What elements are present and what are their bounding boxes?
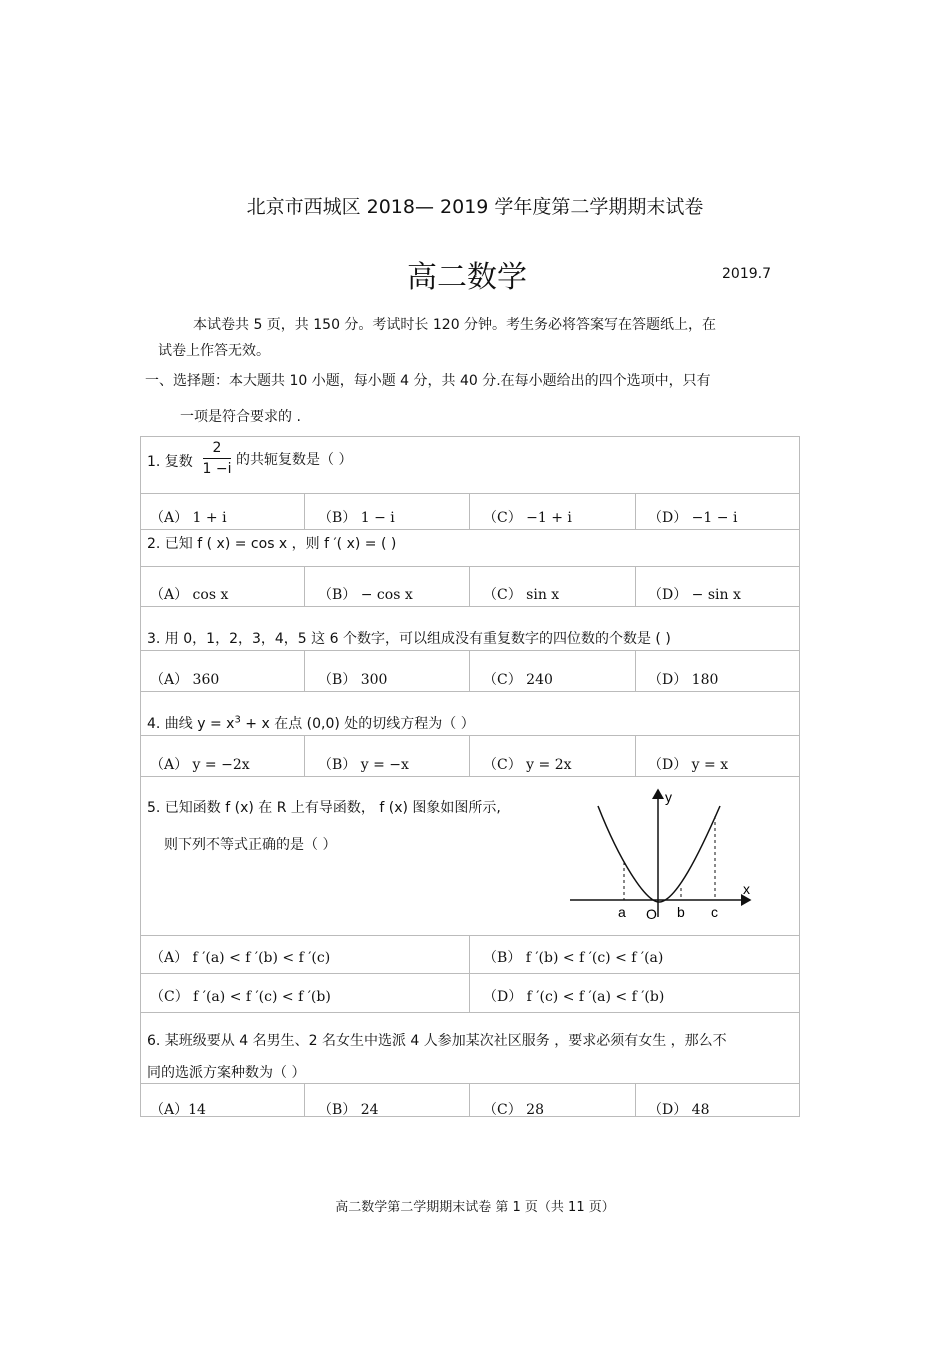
q5-option-a: （A） f ′(a) < f ′(b) < f ′(c) (150, 950, 331, 966)
q4-stem-b: + x 在点 (0,0) 处的切线方程为（ ） (240, 716, 475, 732)
q5-function-graph (560, 782, 760, 930)
q6-option-d: （D） 48 (648, 1102, 710, 1118)
q3-stem: 3. 用 0，1，2，3，4，5 这 6 个数字，可以组成没有重复数字的四位数的个数是 ( ) (147, 631, 671, 647)
q4-exponent: 3 (234, 714, 241, 726)
col-divider (469, 1083, 470, 1117)
col-divider (635, 650, 636, 691)
col-divider (635, 735, 636, 776)
q1-option-d: （D） −1 − i (648, 510, 738, 526)
row-divider (140, 1083, 800, 1084)
q6-option-b: （B） 24 (318, 1102, 379, 1118)
q6-option-c: （C） 28 (483, 1102, 544, 1118)
col-divider (304, 735, 305, 776)
q3-option-c: （C） 240 (483, 672, 553, 688)
col-divider (304, 1083, 305, 1117)
col-divider (469, 493, 470, 529)
row-divider (140, 606, 800, 607)
q1-option-a: （A） 1 + i (150, 510, 227, 526)
q1-fraction (200, 440, 234, 477)
q1-option-b: （B） 1 − i (318, 510, 395, 526)
label-y: y (665, 789, 672, 805)
row-divider (140, 1012, 800, 1013)
label-x: x (743, 881, 750, 897)
q4-option-a: （A） y = −2x (150, 757, 250, 773)
subject-title: 高二数学 (407, 260, 527, 295)
q5-option-b: （B） f ′(b) < f ′(c) < f ′(a) (483, 950, 664, 966)
col-divider (469, 735, 470, 776)
col-divider (469, 935, 470, 1012)
q2-option-c: （C） sin x (483, 587, 560, 603)
col-divider (469, 566, 470, 606)
col-divider (304, 493, 305, 529)
exam-date: 2019.7 (722, 266, 771, 282)
col-divider (635, 493, 636, 529)
q5-stem-line2: 则下列不等式正确的是（ ） (164, 837, 337, 853)
fraction-bar (203, 458, 231, 459)
q3-option-a: （A） 360 (150, 672, 220, 688)
col-divider (304, 566, 305, 606)
section-instructions-2: 一项是符合要求的 . (180, 409, 301, 425)
q1-stem-prefix: 1. 复数 (147, 454, 193, 470)
q4-stem-a: 4. 曲线 y = x (147, 716, 235, 732)
col-divider (635, 566, 636, 606)
q3-option-b: （B） 300 (318, 672, 388, 688)
label-c: c (711, 904, 718, 920)
q6-stem-line1: 6. 某班级要从 4 名男生、2 名女生中选派 4 人参加某次社区服务 ，要求必须有女生 ，那么不 (147, 1033, 727, 1049)
row-divider (140, 776, 800, 777)
q1-frac-den: 1 −i (202, 461, 232, 477)
row-divider (140, 650, 800, 651)
q6-option-a: （A）14 (150, 1102, 206, 1118)
row-divider (140, 973, 800, 974)
row-divider (140, 529, 800, 530)
row-divider (140, 935, 800, 936)
col-divider (635, 1083, 636, 1117)
row-divider (140, 735, 800, 736)
exam-header-title: 北京市西城区 2018— 2019 学年度第二学期期末试卷 (246, 196, 704, 218)
function-curve (598, 806, 720, 902)
q3-option-d: （D） 180 (648, 672, 719, 688)
row-divider (140, 493, 800, 494)
q4-option-d: （D） y = x (648, 757, 729, 773)
row-divider (140, 566, 800, 567)
q2-option-a: （A） cos x (150, 587, 229, 603)
q4-option-c: （C） y = 2x (483, 757, 572, 773)
label-b: b (677, 904, 685, 920)
q6-stem-line2: 同的选派方案种数为（ ） (147, 1065, 306, 1081)
q5-option-d: （D） f ′(c) < f ′(a) < f ′(b) (483, 989, 665, 1005)
q2-option-b: （B） − cos x (318, 587, 413, 603)
col-divider (304, 650, 305, 691)
section-instructions-1: 一、选择题：本大题共 10 小题，每小题 4 分，共 40 分.在每小题给出的四个选项中，只有 (145, 373, 711, 389)
q4-option-b: （B） y = −x (318, 757, 409, 773)
label-a: a (618, 904, 626, 920)
q5-stem-line1: 5. 已知函数 f (x) 在 R 上有导函数， f (x) 图象如图所示, (147, 800, 501, 816)
q2-option-d: （D） − sin x (648, 587, 741, 603)
q1-frac-num: 2 (212, 440, 222, 456)
q1-stem-suffix: 的共轭复数是（ ） (236, 452, 353, 468)
q2-stem: 2. 已知 f ( x) = cos x ，则 f ′( x) = ( ) (147, 536, 397, 552)
intro-line-2: 试卷上作答无效。 (158, 343, 270, 359)
q5-option-c: （C） f ′(a) < f ′(c) < f ′(b) (150, 989, 331, 1005)
page-footer: 高二数学第二学期期末试卷 第 1 页（共 11 页） (335, 1200, 615, 1215)
intro-line-1: 本试卷共 5 页，共 150 分。考试时长 120 分钟。考生务必将答案写在答题纸上，在 (193, 317, 717, 333)
col-divider (469, 650, 470, 691)
q1-option-c: （C） −1 + i (483, 510, 572, 526)
q4-stem (147, 713, 475, 733)
row-divider (140, 691, 800, 692)
label-origin: O (646, 906, 657, 922)
